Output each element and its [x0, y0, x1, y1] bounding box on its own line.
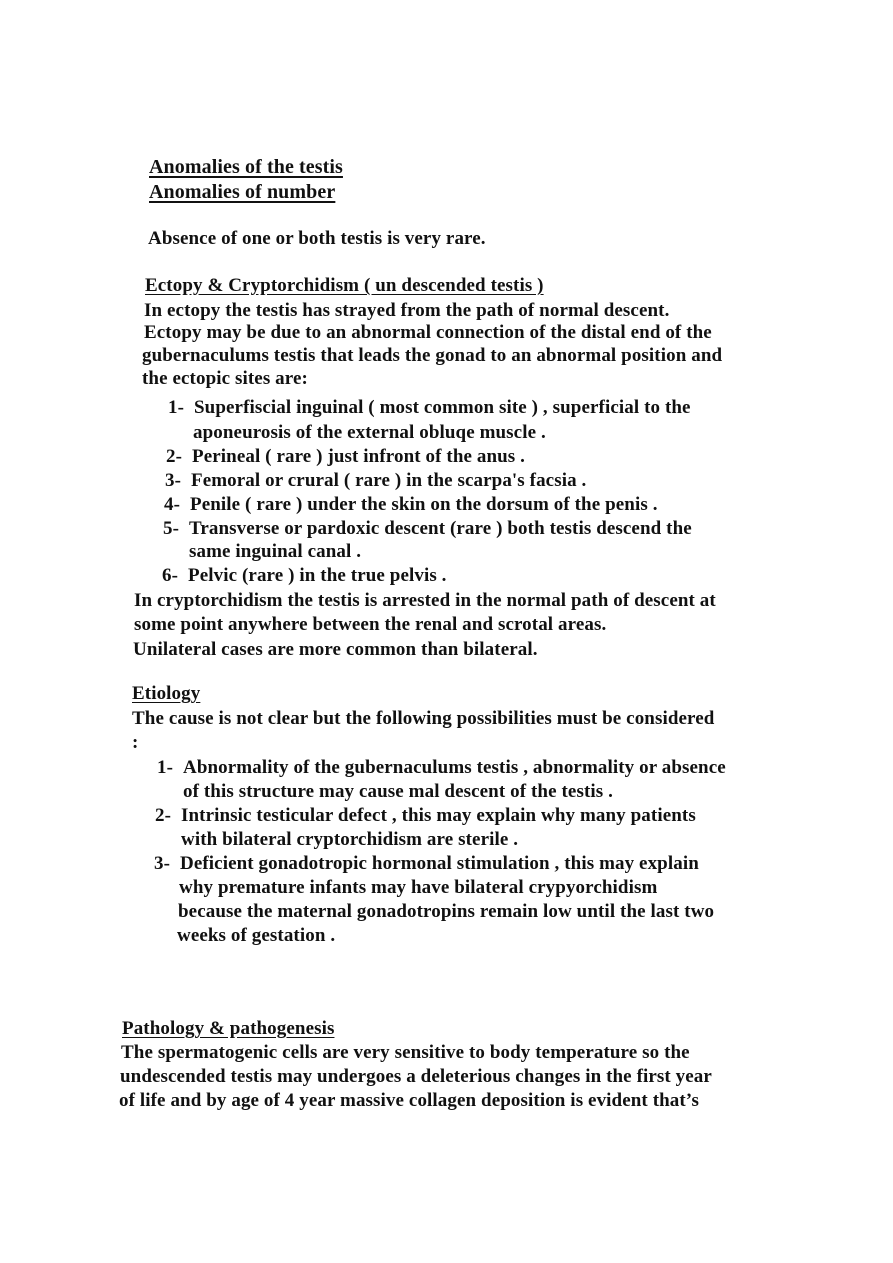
- list-text: Transverse or pardoxic descent (rare ) both testis descend the: [189, 518, 692, 539]
- etiology-heading: Etiology: [132, 683, 201, 704]
- list-text-continued: same inguinal canal .: [189, 541, 362, 562]
- ectopy-intro-line: gubernaculums testis that leads the gonad to an abnormal position and: [142, 345, 723, 366]
- ectopic-site-item: [165, 470, 586, 492]
- list-text: Intrinsic testicular defect , this may explain why many patients: [181, 805, 696, 826]
- list-number: 3-: [154, 853, 171, 874]
- list-text-continued: why premature infants may have bilateral crypyorchidism: [179, 877, 658, 898]
- list-text-continued: of this structure may cause mal descent of the testis .: [183, 781, 613, 802]
- list-text-continued: weeks of gestation .: [177, 925, 336, 946]
- list-number: 1-: [157, 757, 174, 778]
- list-number: 5-: [163, 518, 180, 539]
- list-text: Pelvic (rare ) in the true pelvis .: [188, 565, 447, 586]
- pathology-line: of life and by age of 4 year massive collagen deposition is evident that’s: [119, 1090, 700, 1111]
- pathology-line: The spermatogenic cells are very sensitive to body temperature so the: [121, 1042, 690, 1063]
- ectopic-site-item: [166, 446, 525, 468]
- list-text-continued: with bilateral cryptorchidism are sterile .: [181, 829, 519, 850]
- list-number: 4-: [164, 494, 181, 515]
- list-text-continued: aponeurosis of the external obluqe muscle .: [193, 422, 546, 443]
- ectopic-site-item: [162, 565, 447, 587]
- ectopy-heading: Ectopy & Cryptorchidism ( un descended testis ): [145, 275, 544, 296]
- cryptorchidism-line: In cryptorchidism the testis is arrested in the normal path of descent at: [134, 590, 716, 611]
- ectopic-site-item: [163, 518, 692, 540]
- list-number: 1-: [168, 397, 185, 418]
- ectopy-intro-line: In ectopy the testis has strayed from the path of normal descent.: [144, 300, 670, 321]
- ectopic-site-item: [164, 494, 658, 516]
- list-text: Abnormality of the gubernaculums testis , abnormality or absence: [183, 757, 726, 778]
- number-paragraph: Absence of one or both testis is very rare.: [148, 228, 486, 249]
- list-text: Deficient gonadotropic hormonal stimulation , this may explain: [180, 853, 699, 874]
- cryptorchidism-line: Unilateral cases are more common than bilateral.: [133, 639, 538, 660]
- list-number: 2-: [166, 446, 183, 467]
- page-title: Anomalies of the testis: [149, 156, 343, 178]
- pathology-line: undescended testis may undergoes a deleterious changes in the first year: [120, 1066, 712, 1087]
- list-text-continued: because the maternal gonadotropins remain low until the last two: [178, 901, 715, 922]
- section-subtitle-number: Anomalies of number: [149, 181, 336, 203]
- list-text: Perineal ( rare ) just infront of the anus .: [192, 446, 525, 467]
- etiology-intro-line: :: [132, 732, 139, 753]
- list-number: 3-: [165, 470, 182, 491]
- list-text: Femoral or crural ( rare ) in the scarpa's facsia .: [191, 470, 587, 491]
- etiology-item: [154, 853, 699, 875]
- pathology-heading: Pathology & pathogenesis: [122, 1018, 335, 1039]
- ectopy-intro-line: Ectopy may be due to an abnormal connection of the distal end of the: [144, 322, 712, 343]
- cryptorchidism-line: some point anywhere between the renal and scrotal areas.: [134, 614, 607, 635]
- ectopic-site-item: [168, 397, 691, 419]
- etiology-item: [155, 805, 696, 827]
- list-number: 6-: [162, 565, 179, 586]
- list-number: 2-: [155, 805, 172, 826]
- etiology-item: [157, 757, 726, 779]
- list-text: Penile ( rare ) under the skin on the dorsum of the penis .: [190, 494, 658, 515]
- ectopy-intro-line: the ectopic sites are:: [142, 368, 308, 389]
- etiology-intro-line: The cause is not clear but the following possibilities must be considered: [132, 708, 715, 729]
- list-text: Superfiscial inguinal ( most common site ) , superficial to the: [194, 397, 691, 418]
